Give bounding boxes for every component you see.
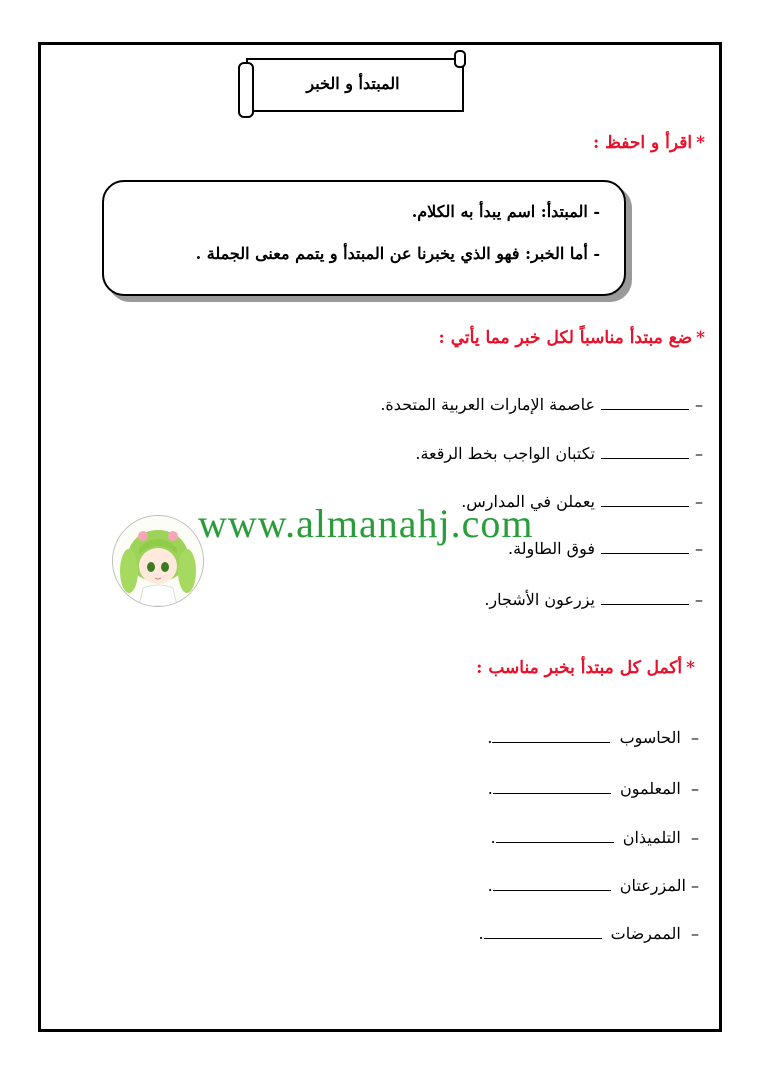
item-text: عاصمة الإمارات العربية المتحدة. [380,395,595,414]
dash: – [691,924,699,943]
rule-line-2: - أما الخبر: فهو الذي يخبرنا عن المبتدأ و يتمم معنى الجملة . [195,244,600,263]
answer-blank[interactable] [601,458,689,459]
item-text: تكتبان الواجب بخط الرقعة. [415,444,595,463]
dash: – [695,444,703,463]
exercise2-item-3 [491,828,699,847]
rule-box [102,180,626,296]
watermark: www.almanahj.com [198,501,534,546]
rule-line-1: - المبتدأ: اسم يبدأ به الكلام. [411,202,600,221]
answer-blank[interactable] [496,842,614,843]
exercise1-item-5 [484,590,703,609]
item-text: التلميذان [622,828,681,847]
section2-heading-text: ضع مبتدأ مناسباً لكل خبر مما يأتي : [438,328,693,348]
answer-blank[interactable] [484,938,602,939]
section1-heading-text: اقرأ و احفظ : [592,133,693,153]
dash: – [691,828,699,847]
section1-heading [593,133,705,153]
section3-heading-text: أكمل كل مبتدأ بخبر مناسب : [476,658,683,678]
star-marker: * [696,133,705,153]
answer-blank[interactable] [601,506,689,507]
title-scroll [238,50,468,118]
dash: – [695,539,703,558]
item-text: يزرعون الأشجار. [484,590,595,609]
answer-blank[interactable] [601,553,689,554]
page-title: المبتدأ و الخبر [306,73,400,93]
exercise2-item-1 [487,728,699,747]
exercise1-item-1 [380,395,703,414]
item-text: المعلمون [619,779,681,798]
line-end: . [487,876,493,895]
answer-blank[interactable] [601,604,689,605]
line-end: . [490,828,496,847]
line-end: . [487,779,493,798]
dash: – [691,876,699,895]
star-marker: * [696,328,705,348]
exercise2-item-4 [488,876,699,895]
section3-heading [476,658,695,678]
item-text: يعملن في المدارس. [461,492,595,511]
dash: – [695,492,703,511]
dash: – [691,779,699,798]
answer-blank[interactable] [601,409,689,410]
item-text: فوق الطاولة. [508,539,595,558]
answer-blank[interactable] [493,890,611,891]
item-text: الحاسوب [619,728,681,747]
exercise2-item-5 [478,924,699,943]
line-end: . [478,924,484,943]
exercise1-item-2 [415,444,703,463]
section2-heading [439,328,705,348]
answer-blank[interactable] [493,793,611,794]
item-text: المزرعتان [619,876,686,895]
dash: – [695,590,703,609]
line-end: . [487,728,493,747]
exercise2-item-2 [488,779,699,798]
anime-girl-avatar-icon [112,515,204,607]
item-text: الممرضات [610,924,681,943]
exercise1-item-4 [508,539,703,558]
star-marker: * [686,658,695,678]
dash: – [695,395,703,414]
answer-blank[interactable] [492,742,610,743]
dash: – [691,728,699,747]
